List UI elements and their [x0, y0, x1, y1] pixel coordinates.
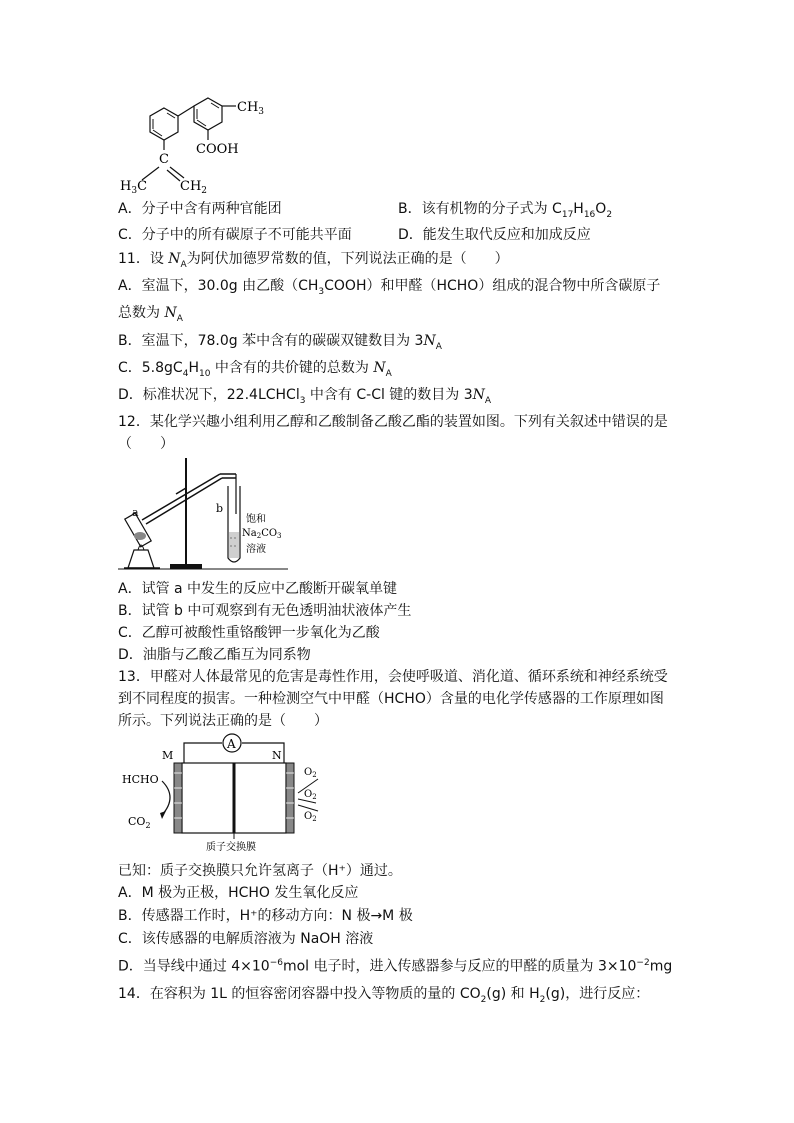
q10-option-a: A．分子中含有两种官能团: [118, 201, 282, 217]
q12-option-d: D．油脂与乙酸乙酯互为同系物: [118, 647, 311, 663]
q12-option-a: A．试管 a 中发生的反应中乙酸断开碳氧单键: [118, 581, 398, 597]
hcho-label: HCHO: [122, 773, 159, 786]
q11-stem: 11．设 $N_A$为阿伏加德罗常数的值，下列说法正确的是（ ）: [118, 251, 509, 270]
q13-stem-line2: 到不同程度的损害。一种检测空气中甲醛（HCHO）含量的电化学传感器的工作原理如图: [118, 691, 664, 707]
membrane-label: 质子交换膜: [206, 842, 256, 853]
q12-stem-line2: （ ）: [118, 436, 174, 452]
q10-option-d: D．能发生取代反应和加成反应: [398, 227, 591, 243]
label-a: a: [132, 506, 139, 519]
molecule-structure-figure: [112, 92, 292, 196]
ch2-label: $CH_2$: [180, 179, 208, 196]
q13-known-note: 已知：质子交换膜只允许氢离子（H⁺）通过。: [118, 863, 402, 879]
ammeter-label: A: [227, 737, 236, 751]
q13-option-b: B．传感器工作时，H⁺的移动方向：N 极→M 极: [118, 908, 413, 924]
q13-option-d: D．当导线中通过 $4\times 10^{-6}mol$ 电子时，进入传感器参与反应的甲醛的质量为 $3\times 10^{-2}mg$: [118, 958, 673, 975]
electrode-n-label: N: [272, 749, 282, 762]
o2-label-1: $O_2$: [304, 767, 317, 779]
q11-option-a-line2: 总数为 $N_A$: [118, 305, 183, 324]
q13-option-c: C．该传感器的电解质溶液为 NaOH 溶液: [118, 931, 374, 947]
q12-option-b: B．试管 b 中可观察到有无色透明油状液体产生: [118, 603, 412, 619]
q12-stem-line1: 12．某化学兴趣小组利用乙醇和乙酸制备乙酸乙酯的装置如图。下列有关叙述中错误的是: [118, 414, 668, 430]
q13-stem-line3: 所示。下列说法正确的是（ ）: [118, 713, 328, 729]
q11-option-d: D．标准状况下，22.4LCHCl$_3$ 中含有 C-Cl 键的数目为 $3N_A$: [118, 387, 492, 406]
o2-label-3: $O_2$: [304, 811, 317, 823]
benzene-ring-left: [150, 108, 178, 140]
q13-stem-line1: 13．甲醛对人体最常见的危害是毒性作用，会使呼吸道、消化道、循环系统和神经系统受: [118, 669, 668, 685]
q11-option-a-line1: A．室温下，30.0g 由乙酸$(CH_3COOH)$和甲醛（HCHO）组成的混合物中所含碳原子: [118, 278, 661, 297]
q10-option-b: B．该有机物的分子式为 $C_{17}H_{16}O_2$: [398, 201, 613, 220]
q12-option-c: C．乙醇可被酸性重铬酸钾一步氧化为乙酸: [118, 625, 380, 641]
label-solution: 溶液: [246, 544, 266, 555]
electrode-m-label: M: [162, 749, 174, 762]
formaldehyde-sensor-figure: [118, 733, 330, 853]
label-na2co3: $Na_2CO_3$: [242, 528, 282, 540]
c-label: C: [159, 152, 169, 167]
o2-label-2: $O_2$: [304, 789, 317, 801]
q13-option-a: A．M 极为正极，HCHO 发生氧化反应: [118, 885, 359, 901]
q10-option-c: C．分子中的所有碳原子不可能共平面: [118, 227, 352, 243]
q11-option-c: C．$5.8gC_4H_{10}$ 中含有的共价键的总数为 $N_A$: [118, 360, 392, 379]
label-saturated: 饱和: [246, 514, 266, 525]
q14-stem: 14．在容积为 1L 的恒容密闭容器中投入等物质的量的 $CO_2(g)$ 和 $H_2(g)$，进行反应：: [118, 986, 650, 1005]
label-b: b: [216, 502, 224, 515]
cooh-label: COOH: [196, 142, 239, 157]
benzene-ring-right: [194, 98, 222, 130]
esterification-apparatus-figure: [118, 456, 288, 574]
q11-option-b: B．室温下，78.0g 苯中含有的碳碳双键数目为 $3N_A$: [118, 333, 442, 352]
ch3-label: $CH_3$: [237, 100, 265, 117]
co2-label: $CO_2$: [128, 815, 151, 830]
h3c-label: $H_3C$: [120, 179, 148, 196]
